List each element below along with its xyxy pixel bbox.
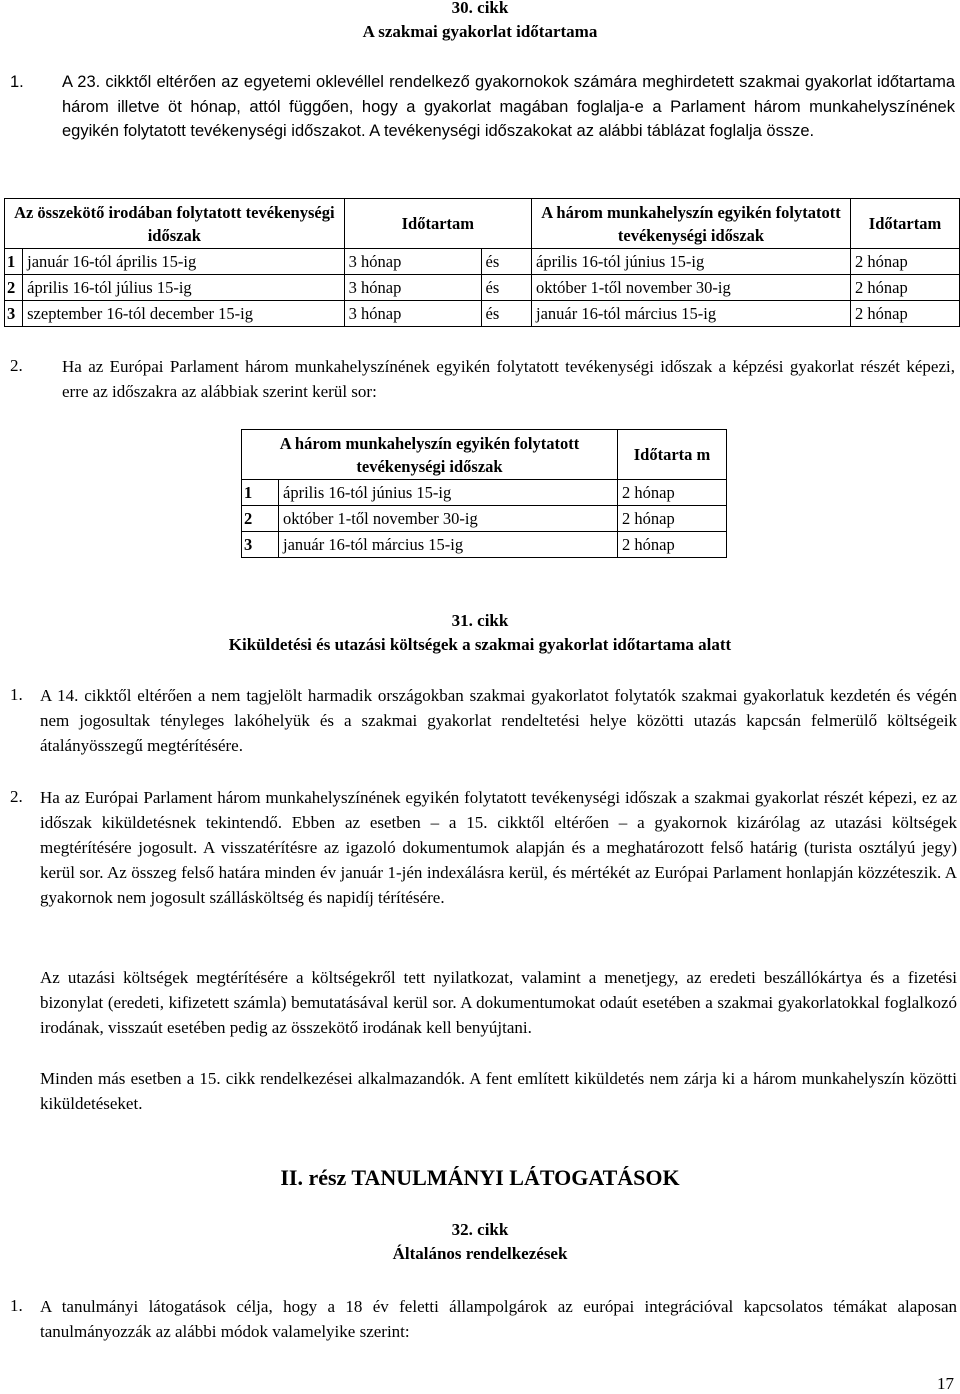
workplace-period-cell: január 16-tól március 15-ig (279, 532, 618, 558)
row-number: 1 (242, 480, 279, 506)
paragraph-number: 1. (10, 685, 23, 704)
article-32-paragraph-1 (40, 1294, 957, 1344)
row-number: 1 (5, 249, 23, 275)
article-31-title: Kiküldetési és utazási költségek a szakmai gyakorlat időtartama alatt (228, 635, 732, 654)
table-row (242, 480, 727, 506)
conjunction-cell: és (481, 301, 531, 327)
workplace-period-cell: április 16-tól június 15-ig (279, 480, 618, 506)
workplace-period-cell: április 16-tól június 15-ig (532, 249, 851, 275)
table-row (242, 506, 727, 532)
paragraph-text: A 14. cikktől eltérően a nem tagjelölt harmadik országokban szakmai gyakorlatot folytatók szakmai gyakorlatuk kezdetén és végén nem jogosultak tényleges lakóhelyük és a szakmai gyakorlat rendeltetési helye közötti utazás kapcsán felmerülő költségeik átalányösszegű megtérítésére. (40, 686, 957, 755)
article-30-paragraph-2 (62, 354, 955, 404)
row-number: 2 (242, 506, 279, 532)
article-31-paragraph-2 (40, 785, 957, 910)
article-30-paragraph-1 (62, 70, 955, 144)
paragraph-text: Ha az Európai Parlament három munkahelyszínének egyikén folytatott tevékenységi időszak a szakmai gyakorlat részét képezi, ez az időszak kiküldetésnek tekintendő. Ebben az esetben – a 15. cikktől eltérően – a gyakornok kizárólag az utazási költségek megtérítésére jogosult. A visszatérítésre az igazoló dokumentumok alapján és a meghatározott felső határig (turista osztályú jegy) kerül sor. Az összeg felső határa minden év január 1-jén indexálásra kerül, és mértékét az Európai Parlament honlapján közzéteszik. A gyakornok nem jogosult szállásköltség és napidíj térítésére. (40, 788, 957, 907)
conjunction-cell: és (481, 275, 531, 301)
part-2-title: II. rész TANULMÁNYI LÁTOGATÁSOK (280, 1165, 680, 1190)
article-32-number: 32. cikk (451, 1220, 509, 1239)
article-31-paragraph-3 (40, 965, 957, 1040)
table-header-row (5, 199, 960, 249)
liaison-period-cell: április 16-tól július 15-ig (23, 275, 345, 301)
duration-cell: 2 hónap (618, 506, 727, 532)
duration-cell: 2 hónap (851, 275, 960, 301)
table-header-duration: Időtartam (851, 199, 960, 249)
liaison-period-cell: január 16-tól április 15-ig (23, 249, 345, 275)
article-31-number: 31. cikk (451, 611, 509, 630)
row-number: 3 (242, 532, 279, 558)
conjunction-cell: és (481, 249, 531, 275)
duration-cell: 3 hónap (344, 249, 481, 275)
duration-cell: 2 hónap (851, 301, 960, 327)
paragraph-text: Ha az Európai Parlament három munkahelyszínének egyikén folytatott tevékenységi időszak a képzési gyakorlat részét képezi, erre az időszakra az alábbiak szerint kerül sor: (62, 357, 955, 401)
duration-cell: 2 hónap (851, 249, 960, 275)
row-number: 2 (5, 275, 23, 301)
table-row (5, 275, 960, 301)
paragraph-text: A 23. cikktől eltérően az egyetemi oklevéllel rendelkező gyakornokok számára meghirdetett szakmai gyakorlat időtartama három illetve öt hónap, attól függően, hogy a gyakorlat magában foglalja-e a Parlament három munkahelyszínének egyikén folytatott tevékenységi időszakot. A tevékenységi időszakokat az alábbi táblázat foglalja össze. (62, 73, 955, 140)
paragraph-text: A tanulmányi látogatások célja, hogy a 18 év feletti állampolgárok az európai integrációval kapcsolatos témákat alaposan tanulmányozzák az alábbi módok valamelyike szerint: (40, 1297, 957, 1341)
table-header-workplace-period: A három munkahelyszín egyikén folytatott tevékenységi időszak (532, 199, 851, 249)
workplace-periods-table (241, 429, 727, 558)
table-header-duration: Időtartam (344, 199, 531, 249)
table-header-workplace-period: A három munkahelyszín egyikén folytatott tevékenységi időszak (242, 430, 618, 480)
paragraph-number: 2. (10, 356, 23, 375)
table-header-duration: Időtarta m (618, 430, 727, 480)
table-row (5, 301, 960, 327)
paragraph-text: Az utazási költségek megtérítésére a költségekről tett nyilatkozat, valamint a menetjegy, az eredeti beszállókártya és a fizetési bizonylat (eredeti, kifizetett számla) bemutatásával kerül sor. A dokumentumokat odaút esetében a szakmai gyakorlatokkal foglalkozó irodának, visszaút esetében pedig az összekötő irodának kell benyújtani. (40, 968, 957, 1037)
duration-cell: 3 hónap (344, 275, 481, 301)
duration-cell: 2 hónap (618, 480, 727, 506)
paragraph-number: 1. (10, 73, 24, 91)
article-30-title: A szakmai gyakorlat időtartama (362, 22, 598, 41)
paragraph-text: Minden más esetben a 15. cikk rendelkezései alkalmazandók. A fent említett kiküldetés nem zárja ki a három munkahelyszín közötti kiküldetéseket. (40, 1069, 957, 1113)
paragraph-number: 1. (10, 1296, 23, 1315)
article-31-paragraph-1 (40, 683, 957, 758)
duration-cell: 2 hónap (618, 532, 727, 558)
workplace-period-cell: október 1-től november 30-ig (279, 506, 618, 532)
workplace-period-cell: január 16-tól március 15-ig (532, 301, 851, 327)
article-31-paragraph-4 (40, 1066, 957, 1116)
row-number: 3 (5, 301, 23, 327)
duration-cell: 3 hónap (344, 301, 481, 327)
article-32-title: Általános rendelkezések (392, 1244, 568, 1263)
article-30-number: 30. cikk (451, 0, 509, 17)
table-row (242, 532, 727, 558)
workplace-period-cell: október 1-től november 30-ig (532, 275, 851, 301)
paragraph-number: 2. (10, 787, 23, 806)
activity-periods-table (4, 198, 960, 327)
table-header-liaison-period: Az összekötő irodában folytatott tevékenységi időszak (5, 199, 345, 249)
table-row (5, 249, 960, 275)
table-header-row (242, 430, 727, 480)
page-number: 17 (937, 1374, 954, 1393)
liaison-period-cell: szeptember 16-tól december 15-ig (23, 301, 345, 327)
